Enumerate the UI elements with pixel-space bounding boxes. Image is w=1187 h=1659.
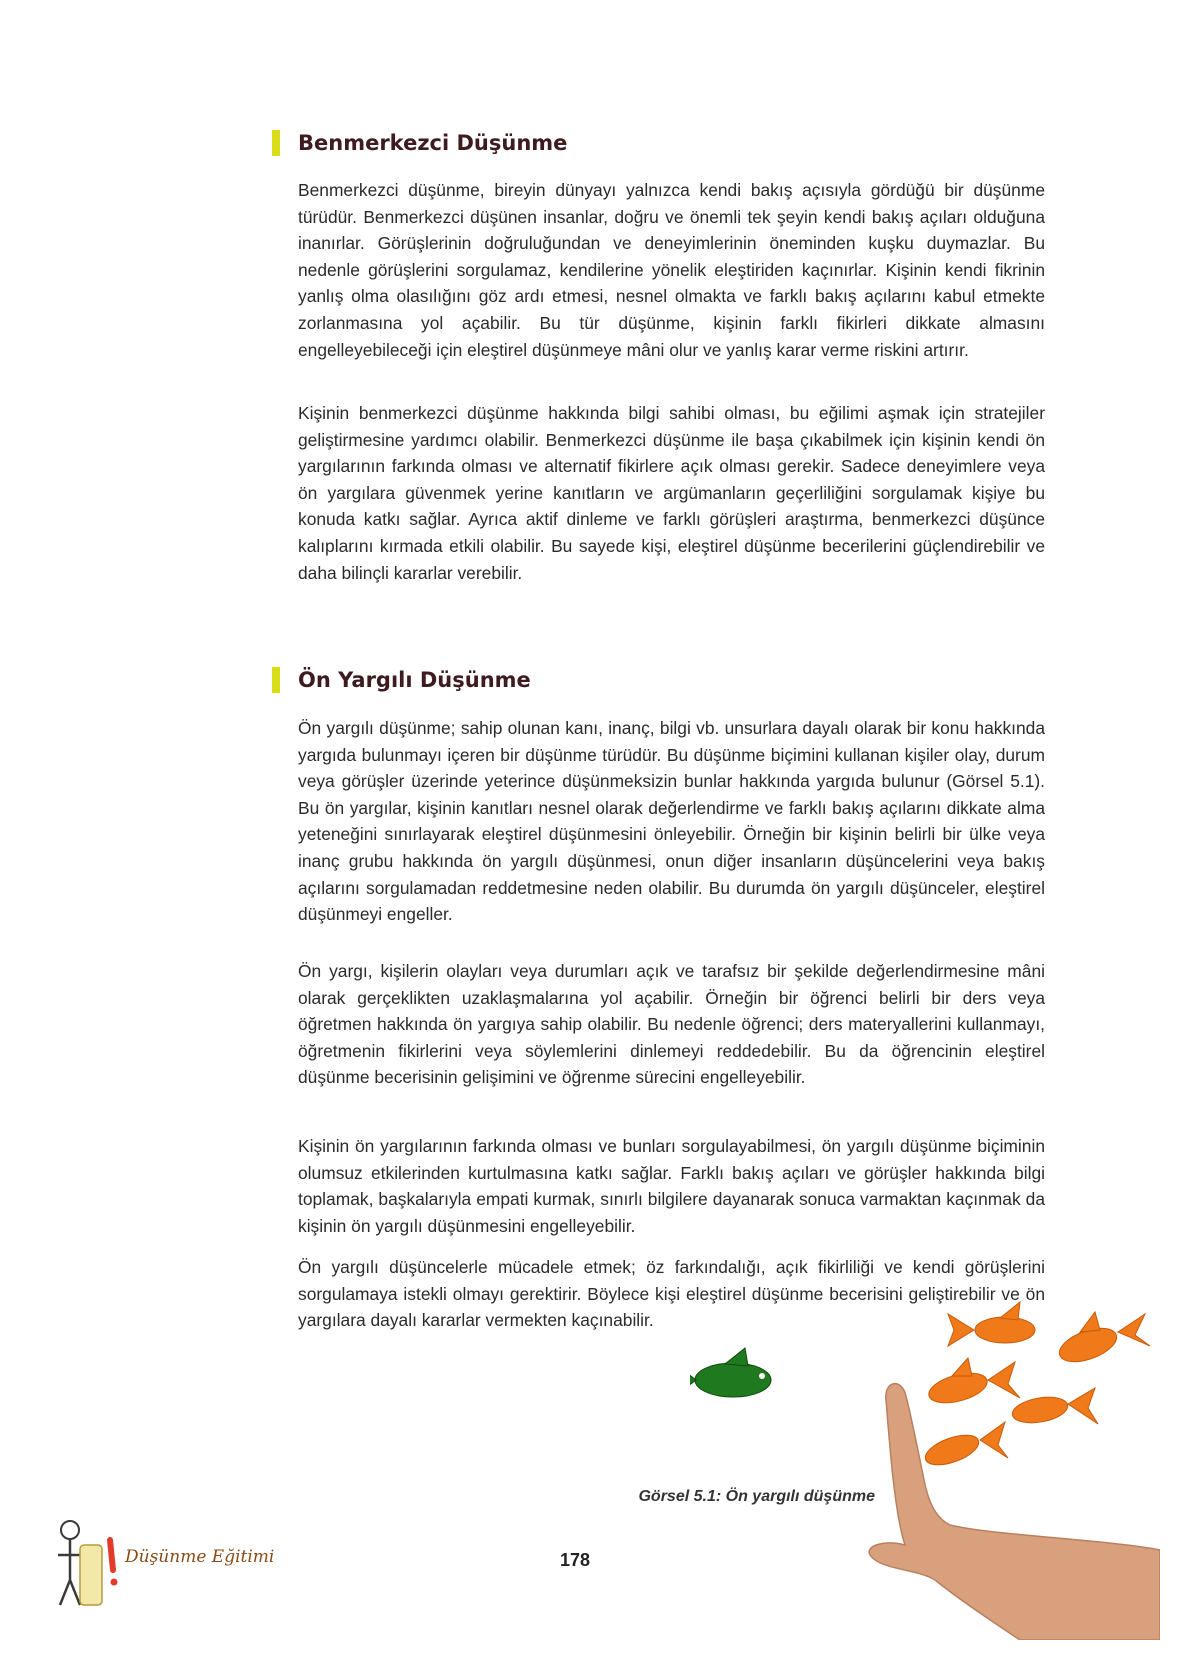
goldfish <box>948 1302 1035 1346</box>
title-accent-bar <box>272 130 280 156</box>
book-title: Düşünme Eğitimi <box>125 1547 275 1567</box>
goldfish <box>1010 1388 1098 1427</box>
figure-caption: Görsel 5.1: Ön yargılı düşünme <box>638 1488 875 1505</box>
section-title-on-yargili: Ön Yargılı Düşünme <box>272 667 531 693</box>
title-accent-bar <box>272 667 280 693</box>
paragraph: Kişinin benmerkezci düşünme hakkında bilgi sahibi olması, bu eğilimi aşmak için stratejiler geliştirmesine yardımcı olabilir. Benmerkezci düşünme ile başa çıkabilmek için kişinin kendi ön yargılarının farkında olması ve alternatif fikirlere açık olması gerekir. Sadece deneyimlere veya ön yargılara güvenmek yerine kanıtların ve argümanların geçerliliğini sorgulamak kişiye bu konuda katkı sağlar. Ayrıca aktif dinleme ve farklı görüşleri araştırma, benmerkezci düşünce kalıplarını kırmada etkili olabilir. Bu sayede kişi, eleştirel düşünme becerilerini güçlendirebilir ve daha bilinçli kararlar verebilir. <box>298 403 1045 583</box>
goldfish <box>922 1422 1008 1471</box>
hand-shape <box>869 1384 1160 1640</box>
paragraph: Ön yargılı düşünme; sahip olunan kanı, inanç, bilgi vb. unsurlara dayalı olarak bir konu hakkında yargıda bulunmayı içeren bir düşünme türüdür. Bu düşünme biçimini kullanan kişiler olay, durum veya görüşler üzerinde yeterince düşünmeksizin bunlar hakkında yargıda bulunur (Görsel 5.1). Bu ön yargılar, kişinin kanıtları nesnel olarak değerlendirme ve farklı bakış açılarını dikkate alma yeteneğini sınırlayarak eleştirel düşünmesini önleyebilir. Örneğin bir kişinin belirli bir ülke veya inanç grubu hakkında ön yargılı düşünmesi, onun diğer insanların düşüncelerini veya bakış açılarını sorgulamadan reddetmesine neden olabilir. Bu durumda ön yargılı düşünceler, eleştirel düşünmeyi engeller. <box>298 718 1045 925</box>
green-fish <box>690 1348 771 1400</box>
paragraph: Benmerkezci düşünme, bireyin dünyayı yalnızca kendi bakış açısıyla gördüğü bir düşünme türüdür. Benmerkezci düşünen insanlar, doğru ve önemli tek şeyin kendi bakış açıları olduğuna inanırlar. Görüşlerinin doğruluğundan ve deneyimlerinin öneminden kuşku duymazlar. Bu nedenle görüşlerini sorgulamaz, kendilerine yönelik eleştiriden kaçınırlar. Kişinin kendi fikrinin yanlış olma olasılığını göz ardı etmesi, nesnel olmakta ve farklı bakış açılarını kabul etmekte zorlanmasına yol açabilir. Bu tür düşünme, kişinin farklı fikirleri dikkate almasını engelleyebileceği için eleştirel düşünmeye mâni olur ve yanlış karar verme riskini artırır. <box>298 180 1045 360</box>
goldfish <box>926 1358 1020 1408</box>
paragraph: Kişinin ön yargılarının farkında olması ve bunları sorgulayabilmesi, ön yargılı düşünme biçiminin olumsuz etkilerinden kurtulmasına katkı sağlar. Farklı bakış açıları ve görüşler hakkında bilgi toplamak, başkalarıyla empati kurmak, sınırlı bilgilere dayanarak sonuca varmaktan kaçınmak da kişinin ön yargılı düşünmesini engelleyebilir. <box>298 1136 1045 1236</box>
section-title-benmerkezci: Benmerkezci Düşünme <box>272 130 567 156</box>
thinker-logo-icon <box>50 1510 130 1620</box>
page-number: 178 <box>559 1550 591 1570</box>
paragraph: Ön yargılı düşüncelerle mücadele etmek; öz farkındalığı, açık fikirliliği ve kendi görüşlerini sorgulamaya istekli olmayı gerektirir. Böylece kişi eleştirel düşünme becerisini geliştirebilir ve ön yargılara dayalı kararlar vermekten kaçınabilir. <box>298 1257 1045 1331</box>
goldfish <box>1055 1312 1150 1368</box>
paragraph: Ön yargı, kişilerin olayları veya durumları açık ve tarafsız bir şekilde değerlendirmesine mâni olarak gerçeklikten uzaklaşmalarına yol açabilir. Örneğin bir öğrenci belirli bir ders veya öğretmen hakkında ön yargıya sahip olabilir. Bu nedenle öğrenci; ders materyallerini kullanmayı, öğretmenin fikirlerini veya söylemlerini dinlemeyi reddedebilir. Bu da öğrencinin eleştirel düşünme becerisinin gelişimini ve öğrenme sürecini engelleyebilir. <box>298 961 1045 1088</box>
goldfish-illustration <box>690 1300 1160 1640</box>
